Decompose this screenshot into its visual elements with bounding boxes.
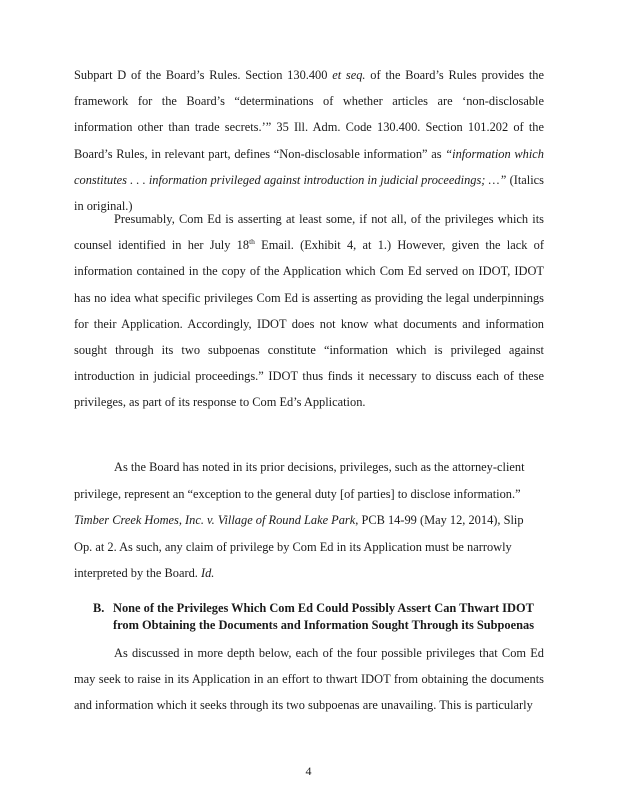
section-heading-b [93,600,553,634]
p2-text-1: Presumably, Com Ed is asserting at least some, if not all, of the privileges which its counsel identified in her July 18 [74,212,544,253]
p1-text-3: (Italics in original.) [74,172,545,214]
p3-id-citation: Id. [200,566,215,581]
p2-ordinal-suffix: th [249,237,255,247]
paragraph-presumably [74,206,544,416]
paragraph-discussed-below [74,640,544,719]
p1-text-1: Subpart D of the Board’s Rules. Section 130.400 [74,68,333,82]
heading-letter: B. [93,601,105,615]
p3-text-2: , PCB 14-99 (May 12, 2014), Slip Op. at 2. As such, any claim of privilege by Com Ed in its Application must be narrowly interpreted by the Board. [74,513,524,581]
p1-et-seq: et seq. [332,68,366,82]
p2-text-2: Email. (Exhibit 4, at 1.) However, given the lack of information contained in the copy of the Application which Com Ed served on IDOT, IDOT has no idea what specific privileges Com Ed is asserting as providing the legal underpinnings for their Application. Accordingly, IDOT does not know what documents and information sought through its two subpoenas constitute “information which is privileged against introduction in judicial proceedings.” IDOT thus finds it necessary to discuss each of these privileges, as part of its response to Com Ed’s Application. [74,238,544,410]
p3-case-citation: Timber Creek Homes, Inc. v. Village of Round Lake Park [74,513,356,528]
paragraph-board-rules [74,62,544,219]
p4-text: As discussed in more depth below, each of the four possible privileges that Com Ed may seek to raise in its Application in an effort to thwart IDOT from obtaining the documents and information which it seeks through its two subpoenas are unavailing. This is particularly [74,646,544,713]
p1-text-2: of the Board’s Rules provides the framework for the Board’s “determinations of whether articles are ‘non-disclosable information other than trade secrets.’” 35 Ill. Adm. Code 130.400. Section 101.202 of the Board’s Rules, in relevant part, defines “Non-disclosable information” as [74,68,545,161]
heading-line-2: from Obtaining the Documents and Information Sought Through its Subpoenas [113,618,535,632]
page-number: 4 [305,764,312,778]
heading-line-1: None of the Privileges Which Com Ed Could Possibly Assert Can Thwart IDOT [113,601,534,615]
paragraph-privileges-exception [74,454,544,587]
p3-text-1: As the Board has noted in its prior decisions, privileges, such as the attorney-client privilege, represent an “exception to the general duty [of parties] to disclose information.” [74,460,525,501]
p1-quoted-definition: “information which constitutes . . . information privileged against introduction in judicial proceedings; …” [74,146,544,187]
